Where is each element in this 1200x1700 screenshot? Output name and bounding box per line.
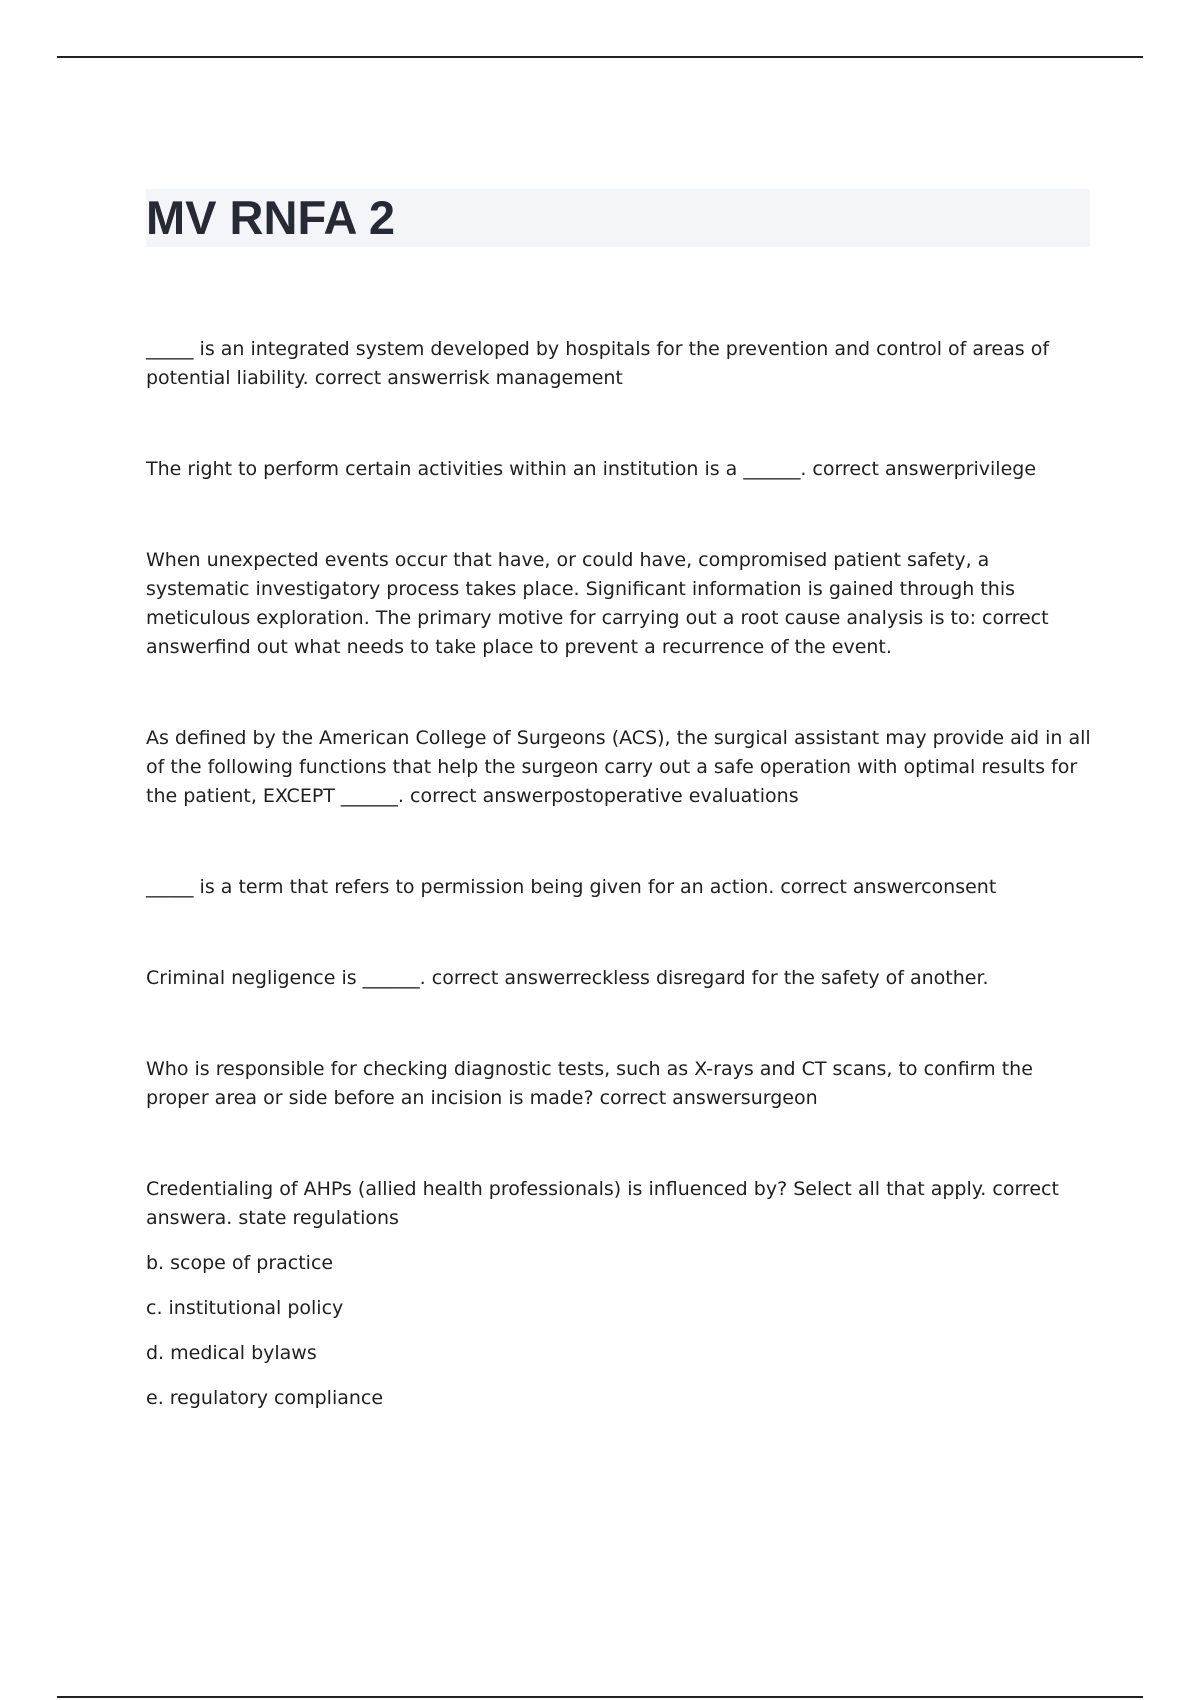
qa-item: The right to perform certain activities within an institution is a ______. correct answerprivilege [146,458,1037,480]
document-body [146,335,1096,1429]
answer-option: e. regulatory compliance [146,1387,384,1409]
qa-item: _____ is an integrated system developed by hospitals for the prevention and control of areas of potential liability. correct answerrisk management [146,338,1050,389]
answer-option: d. medical bylaws [146,1342,317,1364]
qa-item: When unexpected events occur that have, or could have, compromised patient safety, a systematic investigatory process takes place. Significant information is gained through this meticulous exploration. The primary motive for carrying out a root cause analysis is to: correct answerfind out what needs to take place to prevent a recurrence of the event. [146,549,1049,658]
qa-item: Criminal negligence is ______. correct answerreckless disregard for the safety of another. [146,967,989,989]
qa-item: Credentialing of AHPs (allied health professionals) is influenced by? Select all that apply. correct answera. state regulations [146,1178,1059,1229]
header-rule [57,56,1143,58]
footer-rule [57,1696,1143,1698]
qa-item: As defined by the American College of Surgeons (ACS), the surgical assistant may provide aid in all of the following functions that help the surgeon carry out a safe operation with optimal results for the patient, EXCEPT ______. correct answerpostoperative evaluations [146,727,1091,807]
answer-option: c. institutional policy [146,1297,344,1319]
answer-option: b. scope of practice [146,1252,334,1274]
qa-item: _____ is a term that refers to permission being given for an action. correct answerconsent [146,876,997,898]
qa-item: Who is responsible for checking diagnostic tests, such as X-rays and CT scans, to confirm the proper area or side before an incision is made? correct answersurgeon [146,1058,1033,1109]
page-title: MV RNFA 2 [146,191,395,244]
